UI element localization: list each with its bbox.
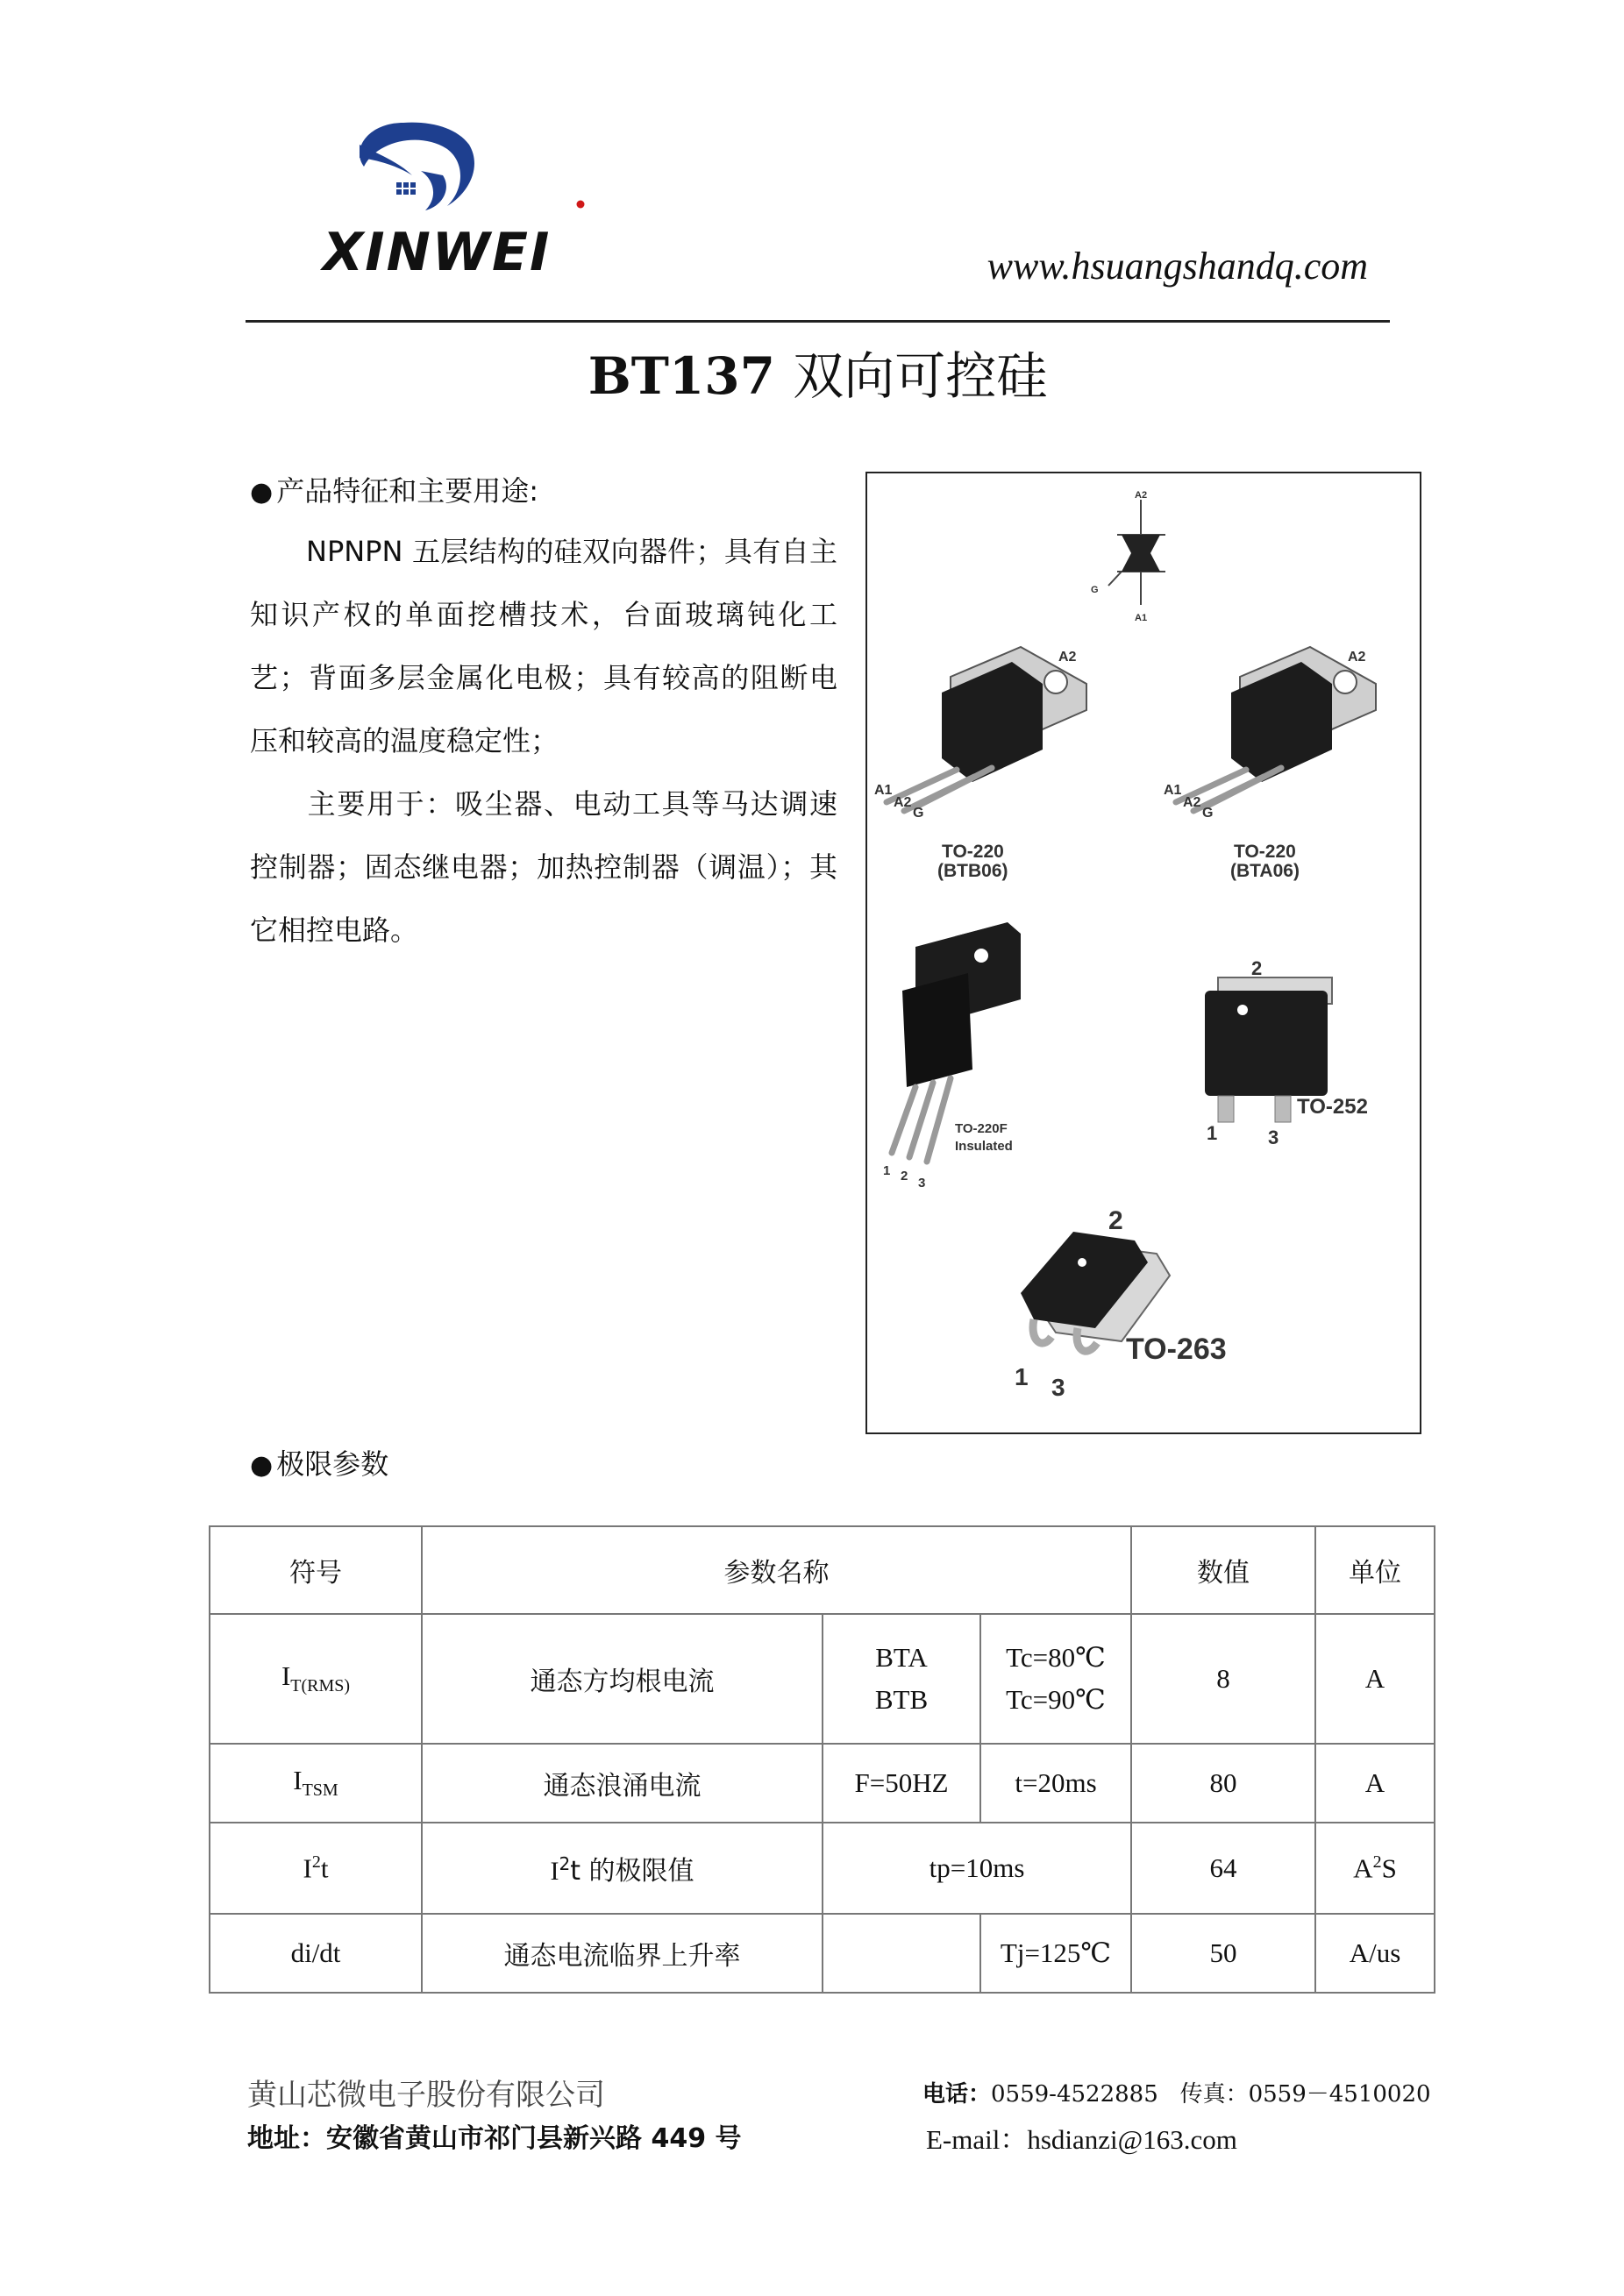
to220f-package (883, 922, 1021, 1191)
to220-btb-package (874, 647, 1086, 881)
svg-text:A1: A1 (1164, 783, 1182, 798)
svg-text:3: 3 (1268, 1127, 1279, 1148)
svg-text:TO-220: TO-220 (942, 842, 1004, 862)
row-unit: A (1315, 1744, 1435, 1823)
footer-address: 地址：安徽省黄山市祁门县新兴路 449 号 (247, 2123, 742, 2154)
row-condition: tp=10ms (823, 1823, 1131, 1914)
header-unit: 单位 (1315, 1526, 1435, 1614)
svg-text:G: G (1202, 806, 1214, 821)
svg-text:1: 1 (883, 1163, 891, 1178)
row-condition-a: BTA BTB (823, 1614, 980, 1744)
svg-text:2: 2 (1251, 957, 1263, 979)
email-link[interactable]: hsdianzi@163.com (1027, 2124, 1237, 2155)
limits-heading: ● 极限参数 (250, 1447, 389, 1481)
svg-text:A2: A2 (1135, 490, 1148, 501)
footer-phone-fax: 电话：0559-4522885 传真：0559－4510020 (922, 2081, 1431, 2108)
row-unit: $A^2S$ (1315, 1823, 1435, 1914)
row-value: 64 (1131, 1823, 1315, 1914)
to263-package (1015, 1206, 1227, 1401)
svg-text:TO-220: TO-220 (1234, 842, 1296, 862)
package-figure (865, 472, 1421, 1434)
svg-text:TO-252: TO-252 (1297, 1095, 1368, 1119)
svg-text:G: G (1091, 585, 1099, 595)
svg-text:3: 3 (1051, 1374, 1065, 1401)
svg-text:A2: A2 (1183, 795, 1201, 810)
header-divider (246, 320, 1390, 323)
header-symbol: 符号 (210, 1526, 422, 1614)
svg-text:XINWEI: XINWEI (323, 222, 552, 281)
svg-text:A2: A2 (894, 795, 912, 810)
row-condition-b: t=20ms (980, 1744, 1131, 1823)
svg-text:2: 2 (901, 1169, 908, 1184)
features-paragraph-2: 主要用于：吸尘器、电动工具等马达调速控制器；固态继电器；加热控制器（调温）；其它相控电路。 (250, 787, 837, 947)
row-name: 通态浪涌电流 (422, 1744, 823, 1823)
svg-text:1: 1 (1207, 1122, 1218, 1144)
table-row (210, 1823, 1435, 1914)
bullet-icon: ● (250, 1450, 274, 1481)
table-header-row (210, 1526, 1435, 1614)
footer-company: 黄山芯微电子股份有限公司 (247, 2078, 605, 2113)
svg-text:3: 3 (918, 1176, 926, 1191)
to220-bta-package (1164, 647, 1376, 881)
footer-email: E-mail：hsdianzi@163.com (926, 2124, 1237, 2155)
row-value: 8 (1131, 1614, 1315, 1744)
row-condition-a (823, 1914, 980, 1993)
row-name: $I^2t$ 的极限值 (422, 1823, 823, 1914)
header-name: 参数名称 (422, 1526, 1131, 1614)
row-condition-b: Tj=125℃ (980, 1914, 1131, 1993)
svg-text:(BTB06): (BTB06) (937, 861, 1008, 881)
svg-text:TO-220F: TO-220F (955, 1121, 1008, 1136)
svg-text:A2: A2 (1058, 650, 1077, 665)
svg-text:(BTA06): (BTA06) (1230, 861, 1300, 881)
svg-text:A1: A1 (874, 783, 893, 798)
svg-text:A1: A1 (1135, 613, 1148, 623)
phone-number[interactable]: 0559-4522885 (991, 2081, 1158, 2108)
features-heading: ● 产品特征和主要用途: (250, 474, 538, 508)
svg-text:A2: A2 (1348, 650, 1366, 665)
svg-text:Insulated: Insulated (955, 1139, 1013, 1154)
table-row (210, 1614, 1435, 1744)
triac-symbol-icon (1091, 490, 1165, 623)
row-name: 通态电流临界上升率 (422, 1914, 823, 1993)
row-condition-a: F=50HZ (823, 1744, 980, 1823)
svg-text:2: 2 (1108, 1206, 1123, 1235)
row-unit: A/us (1315, 1914, 1435, 1993)
row-symbol: di/dt (210, 1914, 422, 1993)
header-value: 数值 (1131, 1526, 1315, 1614)
row-value: 50 (1131, 1914, 1315, 1993)
row-symbol: $I_{T(RMS)}$ (210, 1614, 422, 1744)
title-text: 双向可控硅 (793, 346, 1048, 406)
row-condition-b: Tc=80℃ Tc=90℃ (980, 1614, 1131, 1744)
company-logo (316, 114, 596, 281)
table-row (210, 1744, 1435, 1823)
website-url[interactable]: www.hsuangshandq.com (987, 245, 1368, 288)
bullet-icon: ● (250, 477, 274, 508)
fax-number: 0559－4510020 (1248, 2081, 1431, 2108)
to252-package (1205, 957, 1368, 1148)
row-value: 80 (1131, 1744, 1315, 1823)
svg-text:TO-263: TO-263 (1126, 1333, 1227, 1366)
svg-text:G: G (913, 806, 924, 821)
table-row (210, 1914, 1435, 1993)
page-title (246, 335, 1390, 409)
row-unit: A (1315, 1614, 1435, 1744)
title-model: BT137 (588, 346, 776, 406)
row-symbol: $I_{TSM}$ (210, 1744, 422, 1823)
logo-swoosh-icon (360, 123, 474, 206)
limits-table (209, 1525, 1435, 1994)
features-paragraph-1: NPNPN 五层结构的硅双向器件；具有自主知识产权的单面挖槽技术，台面玻璃钝化工艺；背面多层金属化电极；具有较高的阻断电压和较高的温度稳定性； (250, 535, 837, 757)
row-symbol: $I^2t$ (210, 1823, 422, 1914)
row-name: 通态方均根电流 (422, 1614, 823, 1744)
svg-text:1: 1 (1015, 1363, 1029, 1390)
